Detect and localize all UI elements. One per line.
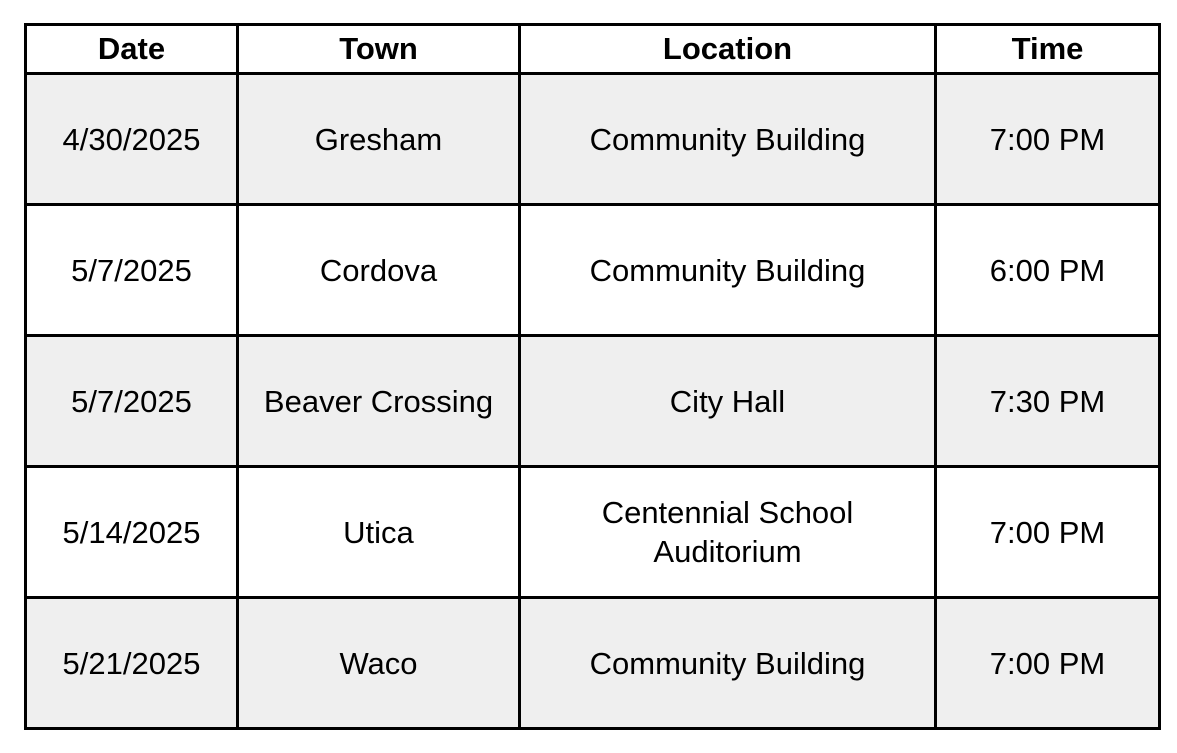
cell-date: 5/7/2025 (26, 336, 238, 467)
cell-location (520, 467, 936, 598)
schedule-table (24, 23, 1161, 730)
header-town: Town (238, 25, 520, 74)
cell-time: 7:00 PM (936, 467, 1160, 598)
table-row (26, 467, 1160, 598)
cell-date: 5/14/2025 (26, 467, 238, 598)
location-line: City Hall (669, 383, 786, 419)
table-body (26, 74, 1160, 729)
cell-date: 4/30/2025 (26, 74, 238, 205)
table-row (26, 205, 1160, 336)
header-date: Date (26, 25, 238, 74)
header-location: Location (520, 25, 936, 74)
table-row (26, 336, 1160, 467)
header-row (26, 25, 1160, 74)
table-header (26, 25, 1160, 74)
cell-town: Utica (238, 467, 520, 598)
cell-time: 7:30 PM (936, 336, 1160, 467)
cell-town: Beaver Crossing (238, 336, 520, 467)
header-time: Time (936, 25, 1160, 74)
cell-location (520, 336, 936, 467)
cell-time: 7:00 PM (936, 598, 1160, 729)
cell-date: 5/21/2025 (26, 598, 238, 729)
cell-time: 7:00 PM (936, 74, 1160, 205)
cell-location (520, 205, 936, 336)
location-line: Auditorium (653, 534, 802, 569)
location-line: Centennial School (601, 495, 854, 530)
cell-time: 6:00 PM (936, 205, 1160, 336)
cell-town: Cordova (238, 205, 520, 336)
cell-town: Gresham (238, 74, 520, 205)
table-row (26, 74, 1160, 205)
cell-date: 5/7/2025 (26, 205, 238, 336)
table-row (26, 598, 1160, 729)
cell-location (520, 74, 936, 205)
location-line: Community Building (589, 252, 866, 288)
cell-town: Waco (238, 598, 520, 729)
location-line: Community Building (589, 121, 866, 157)
cell-location (520, 598, 936, 729)
location-line: Community Building (589, 645, 866, 681)
